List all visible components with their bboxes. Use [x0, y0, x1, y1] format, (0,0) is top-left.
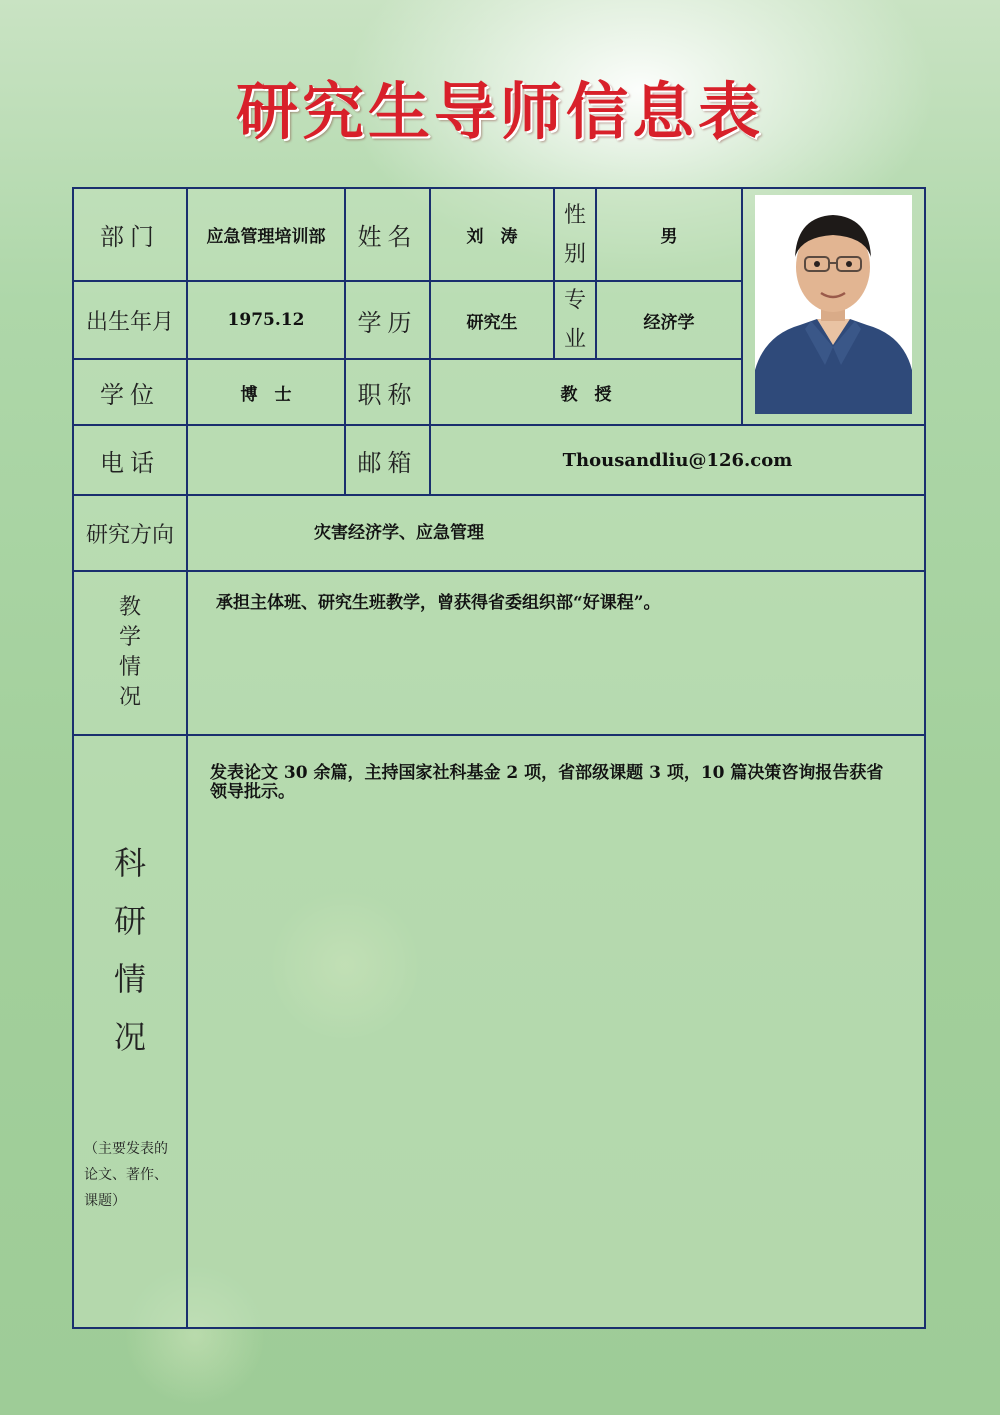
research-direction-label-cell: [72, 494, 188, 572]
degree-label: 学位: [100, 380, 160, 409]
major-value: 经济学: [643, 312, 695, 333]
research-label-cell: [72, 734, 188, 1329]
major-value-cell: [595, 280, 743, 360]
major-label-cell: [553, 280, 597, 360]
phone-value-cell: [186, 424, 346, 496]
name-value: 刘 涛: [466, 227, 518, 247]
page-title: 研究生导师信息表: [235, 75, 764, 148]
department-label-cell: [72, 187, 188, 282]
birth-label-cell: [72, 280, 188, 360]
name-label-cell: [344, 187, 431, 282]
title-label: 职称: [357, 380, 418, 409]
degree-value: 博 士: [240, 384, 292, 405]
department-value: 应急管理培训部: [206, 227, 326, 247]
title-value-cell: [429, 358, 743, 426]
teaching-label: 教学情况: [118, 595, 141, 710]
education-label-cell: [344, 280, 431, 360]
name-value-cell: [429, 187, 555, 282]
teaching-label-cell: [72, 570, 188, 736]
title-label-cell: [344, 358, 431, 426]
research-note: （主要发表的论文、著作、课题）: [84, 1141, 168, 1209]
department-label: 部门: [100, 223, 160, 251]
email-value: Thousandliu@126.com: [562, 449, 793, 471]
research-direction-label: 研究方向: [85, 522, 174, 548]
education-label: 学历: [357, 308, 418, 337]
education-value: 研究生: [466, 312, 518, 333]
research-direction-value: 灾害经济学、应急管理: [314, 523, 484, 543]
research-direction-value-cell: [186, 494, 926, 572]
research-label: 科研情况: [113, 844, 146, 1056]
research-value-cell: [186, 734, 926, 1329]
phone-label: 电话: [100, 448, 160, 477]
email-label-cell: [344, 424, 431, 496]
email-label: 邮箱: [357, 448, 418, 477]
gender-value-cell: [595, 187, 743, 282]
gender-label: 性别: [563, 202, 586, 267]
research-value: 发表论文 30 余篇，主持国家社科基金 2 项，省部级课题 3 项，10 篇决策咨询报告获省领导批示。: [210, 763, 884, 802]
name-label: 姓名: [357, 223, 418, 251]
teaching-value: 承担主体班、研究生班教学，曾获得省委组织部“好课程”。: [216, 593, 661, 613]
phone-label-cell: [72, 424, 188, 496]
gender-value: 男: [660, 227, 678, 247]
education-value-cell: [429, 280, 555, 360]
major-label: 专业: [563, 288, 586, 352]
birth-value-cell: [186, 280, 346, 360]
degree-value-cell: [186, 358, 346, 426]
birth-value: 1975.12: [227, 310, 305, 330]
title-value: 教 授: [560, 384, 612, 405]
birth-label: 出生年月: [85, 309, 174, 335]
email-value-cell: [429, 424, 926, 496]
department-value-cell: [186, 187, 346, 282]
degree-label-cell: [72, 358, 188, 426]
gender-label-cell: [553, 187, 597, 282]
portrait-illustration: [755, 195, 912, 414]
teaching-value-cell: [186, 570, 926, 736]
portrait-photo: [755, 195, 912, 414]
